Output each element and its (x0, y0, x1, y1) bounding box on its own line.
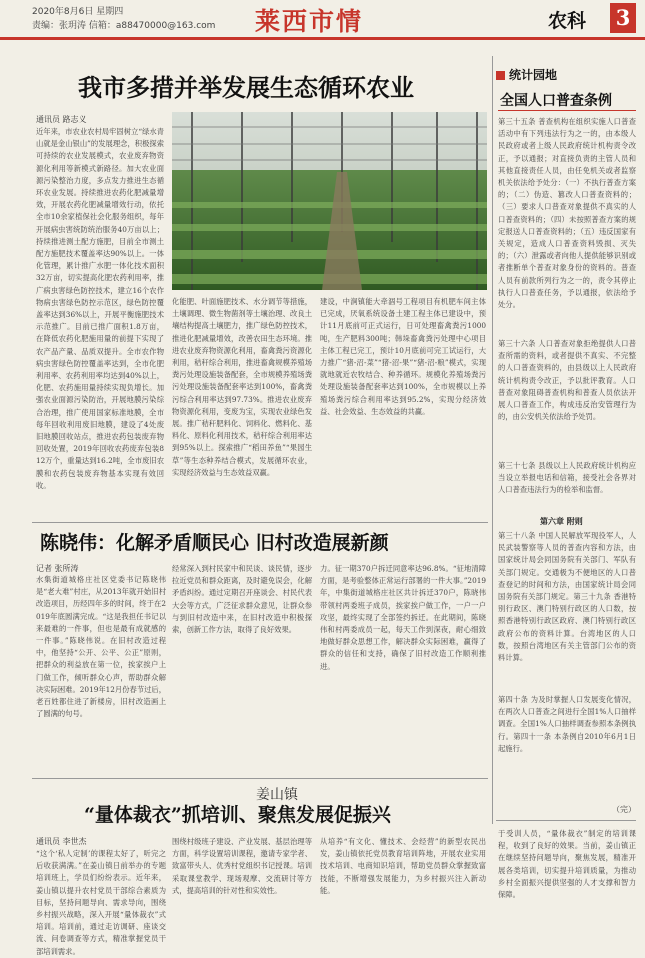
article2-divider (32, 778, 488, 779)
column-tag (496, 66, 557, 83)
article2-body-right: 力。征一期370户拆迁同意率达96.8%。“征地清障方面，是考验整体正常运行部署的一件大事。”2019年，中集街道城格庄社区共计拆迁370户，陈晓伟带领村两委班子成员，挨家挨户做工作，一户一户攻坚，最终实现了全部签约拆迁。在此期间，陈晓伟和村两委成员一起，每天工作到深夜，耐心细致地做好群众思想工作，解决群众实际困难，赢得了群众的信任和支持，确保了旧村改造工作顺利推进。 (320, 564, 486, 671)
editor-contact: 责编：张玥涛 信箱：a88470000@163.com (32, 21, 216, 31)
sidebar-title: 全国人口普查条例 (500, 93, 612, 109)
article1-body-mid: 化能肥、叶面施肥技术、水分调节等措施，土壤调理、微生物菌剂等土壤治理、改良土壤结构提高土壤肥力，推广绿色防控技术，推进化肥减量增效，改善农田生态环境。推进农业废弃物资源化利用，畜禽粪污资源化利用，秸秆综合利用，推进畜禽规模养殖场粪污处理设施装备配套，全市规模养殖场粪污处理设施装备配套率达到100%，畜禽粪污综合利用率达到97.73%。推进农业废弃物资源化利用，变废为宝，实现农业绿色发展。推广秸秆肥料化、饲料化、燃料化、基料化、原料化利用技术，秸秆综合利用率达到95%以上。探索推广“稻田养鱼”“果园生草”等生态种养结合模式，发展循环农业，实现经济效益与生态效益双赢。 (172, 297, 312, 477)
article1-byline: 通讯员 路志义 (36, 115, 87, 124)
article3-body-mid: 围绕村级班子建设、产业发展、基层治理等方面，科学设置培训课程，邀请专家学者、致富带头人、优秀村党组织书记授课。培训采取课堂教学、现场观摩、交流研讨等方式，提高培训的针对性和实效性。 (172, 837, 312, 895)
article2-headline: 陈晓伟：化解矛盾顺民心 旧村改造展新颜 (40, 532, 389, 554)
article2-body-left: 水集街道城格庄社区党委书记陈晓伟是“老大难”村庄，从2013年就开始旧村改造项目，历经四年多的时间，终于在2019年底圆满完成。“这是我担任书记以来最难的一件事，但也是最有成就感的一件事。”陈晓伟说。在旧村改造过程中，他坚持“公开、公平、公正”原则，把群众的利益放在第一位，挨家挨户上门做工作，倾听群众心声，帮助群众解决实际困难。2019年12月份春节过后，老百姓都住进了新楼房，旧村改造画上了圆满的句号。 (36, 575, 167, 719)
column-tag-label: 统计园地 (509, 68, 558, 82)
sidebar-text-c: 第三十七条 县级以上人民政府统计机构应当设立举报电话和信箱，接受社会各界对人口普查违法行为的检举和监督。 (498, 461, 636, 495)
sidebar-title-rule (498, 110, 636, 111)
newspaper-brand: 莱西市情 (255, 7, 364, 36)
issue-date: 2020年8月6日 星期四 (32, 7, 124, 17)
article3-body-left: “这个‘私人定制’的课程太好了，听完之后收获满满。”在姜山镇日前举办的专题培训班上，学员们纷纷表示。近年来，姜山镇以提升农村党员干部综合素质为目标，坚持问题导向、需求导向，围绕乡村振兴战略，深入开展“量体裁衣”式培训。培训前，通过走访调研、座谈交流、问卷调查等方式，精准掌握党员干部培训需求。 (36, 849, 166, 956)
header-rule (0, 37, 645, 40)
column-tag-marker (496, 71, 505, 80)
article2-byline: 记者 张所涛 (36, 564, 79, 573)
article2-body-mid: 经常深入到村民家中和民谈、谈民情，逐步拉近党员和群众距离，及时避免误会，化解矛盾纠纷。通过定期召开座谈会、村民代表大会等方式，广泛征求群众意见，让群众参与到旧村改造中来，在旧村改造中积极探索，创新工作方法，取得了良好效果。 (172, 564, 312, 635)
sidebar-end-mark: （完） (612, 805, 636, 814)
article3-body-right: 从培养“有文化、懂技术、会经营”的新型农民出发，姜山镇依托党员教育培训阵地，开展农业实用技术培训、电商知识培训，帮助党员群众掌握致富技能，不断增强发展能力，为乡村振兴注入新动能。 (320, 837, 486, 895)
article1-headline: 我市多措并举发展生态循环农业 (78, 73, 414, 102)
sidebar-text-b: 第三十六条 人口普查对象拒绝提供人口普查所需的资料，或者提供不真实、不完整的人口普查资料的，由县级以上人民政府统计机构责令改正，予以批评教育。人口普查对象阻碍普查机构和普查人员依法开展人口普查工作，构成违反治安管理行为的，由公安机关依法给予处罚。 (498, 339, 636, 422)
article1-body-left: 近年来，市农业农村局牢固树立“绿水青山就是金山银山”的发展理念，积极探索可持续的农业发展模式，农业废弃物资源化利用等新模式新路径。加大农业面源污染整治力度，多点发力推进生态循环农业发展。持续推进农药化肥减量增效，开展农药化肥减量增效行动，依托全市10余家植保社会化服务组织，每年开展病虫害统防统治服务40万亩以上；持续推进测土配方施肥，目前全市测土配方施肥技术覆盖率达90%以上。一体化管理，累计推广水肥一体化技术面积32万亩，切实提高化肥农药利用率，推广病虫害绿色防控技术，建立16个农作物病虫害绿色防控示范区，绿色防控覆盖率达到36%以上，开展平衡施肥技术示范推广。目前已推广面积1.8万亩，在降低农药化肥施用量的前提下实现了农产品产量、品质双提升。全市农作物病虫害绿色防控覆盖率达到，全市化肥利用率、农药利用率均达到40%以上，化肥、农药施用量持续实现负增长。加强农业面源污染防治，开展地膜污染综合治理，推广使用国家标准地膜，全市每年回收利用废旧地膜，建设了4处废旧地膜回收站点，推进农药包装废弃物回收处置，2019年回收农药废弃包装812万个，重量达到16.2吨，全市废旧农膜和农药包装废弃物基本实现有效回收。 (36, 127, 164, 490)
sidebar-text-e: 第四十条 为及时掌握人口发展变化情况，在两次人口普查之间进行全国1%人口抽样调查。全国1%人口抽样调查参照本条例执行。第四十一条 本条例自2010年6月1日起施行。 (498, 695, 636, 753)
section-name: 农科 (548, 10, 587, 32)
article3-body-side: 于受训人员，“量体裁衣”制定的培训课程，收到了良好的效果。当前，姜山镇正在继续坚持问题导向，聚焦发展，精准开展各类培训，切实提升培训质量，为推动乡村全面振兴提供坚强的人才支撑和智力保障。 (498, 829, 636, 900)
sidebar-bottom-rule (496, 820, 636, 821)
article1-body-right: 建设，中涧镇能大牵涸号工程项目有机肥车间主体已完成，厌氧系统设备土建工程主体已建设中，预计11月底前可正式运行，日可处理畜禽粪污1000吨，生产肥料300吨；韩垛畜禽粪污处理中心项目主体工程已完工，预计10月底前可完工试运行，大力推广“猪-沼-菜”“猪-沼-果”“猪-沼-粮”模式，实现就地就近农牧结合、种养循环。规模化养殖场粪污处理设施装备配套率达到100%，全市规模以上养殖场粪污综合利用率达到95.2%，实现分经济效益、社会效益、生态效益的共赢。 (320, 297, 486, 416)
article3-kicker: 姜山镇 (256, 787, 298, 803)
sidebar-divider (492, 56, 493, 824)
sidebar-text-a: 第三十五条 普查机构在组织实施人口普查活动中有下列违法行为之一的，由本级人民政府或者上级人民政府统计机构责令改正，予以通报；对直接负责的主管人员和其他直接责任人员，由任免机关或者监察机关依法给予处分：（一）不执行普查方案的；（二）伪造、篡改人口普查资料的；（三）要求人口普查对象提供不真实的人口普查资料的；（四）未按照普查方案的规定报送人口普查资料的；（五）违反国家有关规定，造成人口普查资料毁损、灭失的；（六）泄露或者向他人提供能够识别或者推断单个普查对象身份的资料的。普查人员有前款所列行为之一的，责令其停止执行人口普查任务，予以通报，依法给予处分。 (498, 117, 636, 310)
sidebar-text-d: 第三十八条 中国人民解放军现役军人，人民武装警察等人员的普查内容和方法，由国家统计局会同国务院有关部门、军队有关部门规定。交通极为不便地区的人口普查登记的时间和方法，由国家统计局会同国务院有关部门规定。第三十九条 香港特别行政区、澳门特别行政区的人口数，按照香港特别行政区政府、澳门特别行政区政府公布的资料计算。台湾地区的人口数，按照台湾地区有关主管部门公布的资料计算。 (498, 531, 636, 663)
page-number: 3 (610, 3, 636, 33)
article1-divider (32, 522, 488, 523)
chapter-heading: 第六章 附则 (540, 516, 583, 526)
article3-headline: “量体裁衣”抓培训、聚焦发展促振兴 (84, 804, 391, 826)
greenhouse-photo (172, 112, 487, 290)
article3-byline: 通讯员 李世杰 (36, 837, 87, 846)
